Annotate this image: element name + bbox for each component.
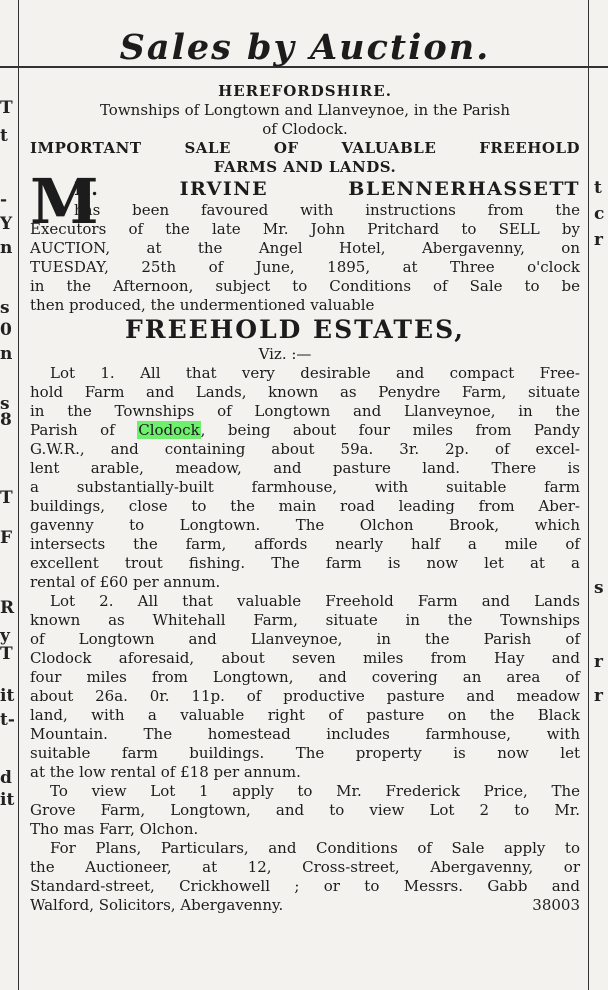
intro-line: then produced, the undermentioned valuable	[30, 296, 375, 314]
lot-line	[30, 421, 580, 440]
estates-heading: FREEHOLD ESTATES,	[125, 315, 465, 344]
county-heading: HEREFORDSHIRE.	[218, 82, 392, 100]
lot-line: lent arable, meadow, and pasture land. There is	[30, 459, 580, 477]
lot-line: G.W.R., and containing about 59a. 3r. 2p. of excel-	[30, 440, 580, 458]
lot-line: at the low rental of £18 per annum.	[30, 763, 301, 781]
lot-line: rental of £60 per annum.	[30, 573, 221, 591]
lot-line: four miles from Longtown, and covering an area of	[30, 668, 580, 686]
left-column-fragment: t	[0, 126, 8, 146]
left-column-fragment: T	[0, 98, 13, 118]
sale-heading: FARMS AND LANDS.	[213, 158, 397, 176]
right-column-fragment: r	[594, 686, 603, 706]
viewing-paragraph	[30, 782, 580, 839]
left-column-fragment: n	[0, 344, 13, 364]
column-rule-left	[18, 0, 19, 990]
lot-line: suitable farm buildings. The property is now let	[30, 744, 580, 762]
conditions-line: For Plans, Particulars, and Conditions of Sale apply to	[50, 839, 580, 857]
intro-line: AUCTION, at the Angel Hotel, Abergavenny, on	[30, 239, 580, 257]
left-column-fragment: Y	[0, 214, 13, 234]
left-column-fragment: n	[0, 238, 13, 258]
lot-line: intersects the farm, affords nearly half a mile of	[30, 535, 580, 553]
left-column-fragment: t-	[0, 710, 15, 730]
right-column-fragment: c	[594, 204, 605, 224]
intro-line: in the Afternoon, subject to Conditions of Sale to be	[30, 277, 580, 295]
auctioneer-name: R. IRVINE BLENNERHASSETT	[74, 178, 580, 200]
conditions-line: Walford, Solicitors, Abergavenny.	[30, 896, 284, 914]
lot-line: Mountain. The homestead includes farmhouse, with	[30, 725, 580, 743]
conditions-line: Standard-street, Crickhowell ; or to Messrs. Gabb and	[30, 877, 580, 895]
conditions-last-line	[30, 896, 580, 915]
left-column-fragment: -	[0, 190, 8, 210]
lot-line: buildings, close to the main road leading from Aber-	[30, 497, 580, 515]
masthead-title: Sales by Auction.	[119, 27, 491, 68]
lot-line: Lot 1. All that very desirable and compact Free-	[50, 364, 580, 382]
left-column-fragment: 0	[0, 320, 12, 340]
left-column-fragment: d	[0, 768, 12, 788]
right-column-fragment: r	[594, 652, 603, 672]
advert-reference-number: 38003	[532, 896, 580, 914]
lot-line: Lot 2. All that valuable Freehold Farm and Lands	[50, 592, 580, 610]
left-column-fragment: R	[0, 598, 15, 618]
auction-notice	[30, 18, 580, 915]
viewing-line: Grove Farm, Longtown, and to view Lot 2 to Mr.	[30, 801, 580, 819]
lot-2-paragraph	[30, 592, 580, 782]
conditions-line: the Auctioneer, at 12, Cross-street, Abergavenny, or	[30, 858, 580, 876]
lot-line: a substantially-built farmhouse, with suitable farm	[30, 478, 580, 496]
townships-line: Townships of Longtown and Llanveynoe, in the Parish	[99, 101, 511, 119]
lot-line-text: , being about four miles from Pandy	[200, 421, 580, 439]
lot-line: of Longtown and Llanveynoe, in the Parish of	[30, 630, 580, 648]
right-column-fragment: s	[594, 578, 604, 598]
lot-line: about 26a. 0r. 11p. of productive pasture and meadow	[30, 687, 580, 705]
left-column-fragment: y	[0, 626, 10, 646]
townships-line: of Clodock.	[262, 120, 348, 138]
lot-line: known as Whitehall Farm, situate in the Townships	[30, 611, 580, 629]
lot-line: excellent trout fishing. The farm is now let at a	[30, 554, 580, 572]
intro-line: Executors of the late Mr. John Pritchard to SELL by	[30, 220, 580, 238]
lot-line: in the Townships of Longtown and Llanveynoe, in the	[30, 402, 580, 420]
sale-heading: IMPORTANT SALE OF VALUABLE FREEHOLD	[30, 139, 580, 157]
left-column-fragment: T	[0, 644, 13, 664]
lot-line: Clodock aforesaid, about seven miles from Hay and	[30, 649, 580, 667]
intro-line: has been favoured with instructions from the	[74, 201, 580, 219]
left-column-fragment: s	[0, 298, 10, 318]
lot-line-text: Parish of	[30, 421, 138, 439]
viewing-line: To view Lot 1 apply to Mr. Frederick Price, The	[50, 782, 580, 800]
intro-line: TUESDAY, 25th of June, 1895, at Three o'clock	[30, 258, 580, 276]
lot-1-paragraph	[30, 364, 580, 592]
column-rule-right	[588, 0, 589, 990]
viz-label: Viz. :—	[258, 345, 312, 363]
highlighted-word: Clodock	[138, 421, 200, 439]
lot-line: hold Farm and Lands, known as Penydre Farm, situate	[30, 383, 580, 401]
conditions-paragraph	[30, 839, 580, 915]
viewing-line: Tho mas Farr, Olchon.	[30, 820, 199, 838]
right-column-fragment: t	[594, 178, 602, 198]
right-column-fragment: r	[594, 230, 603, 250]
left-column-fragment: T	[0, 488, 13, 508]
lot-line: gavenny to Longtown. The Olchon Brook, which	[30, 516, 580, 534]
lot-line: land, with a valuable right of pasture on the Black	[30, 706, 580, 724]
left-column-fragment: it	[0, 790, 15, 810]
left-column-fragment: s	[0, 394, 10, 414]
left-column-fragment: 8	[0, 410, 12, 430]
drop-cap: M	[30, 165, 99, 238]
left-column-fragment: it	[0, 686, 15, 706]
left-column-fragment: F	[0, 528, 13, 548]
